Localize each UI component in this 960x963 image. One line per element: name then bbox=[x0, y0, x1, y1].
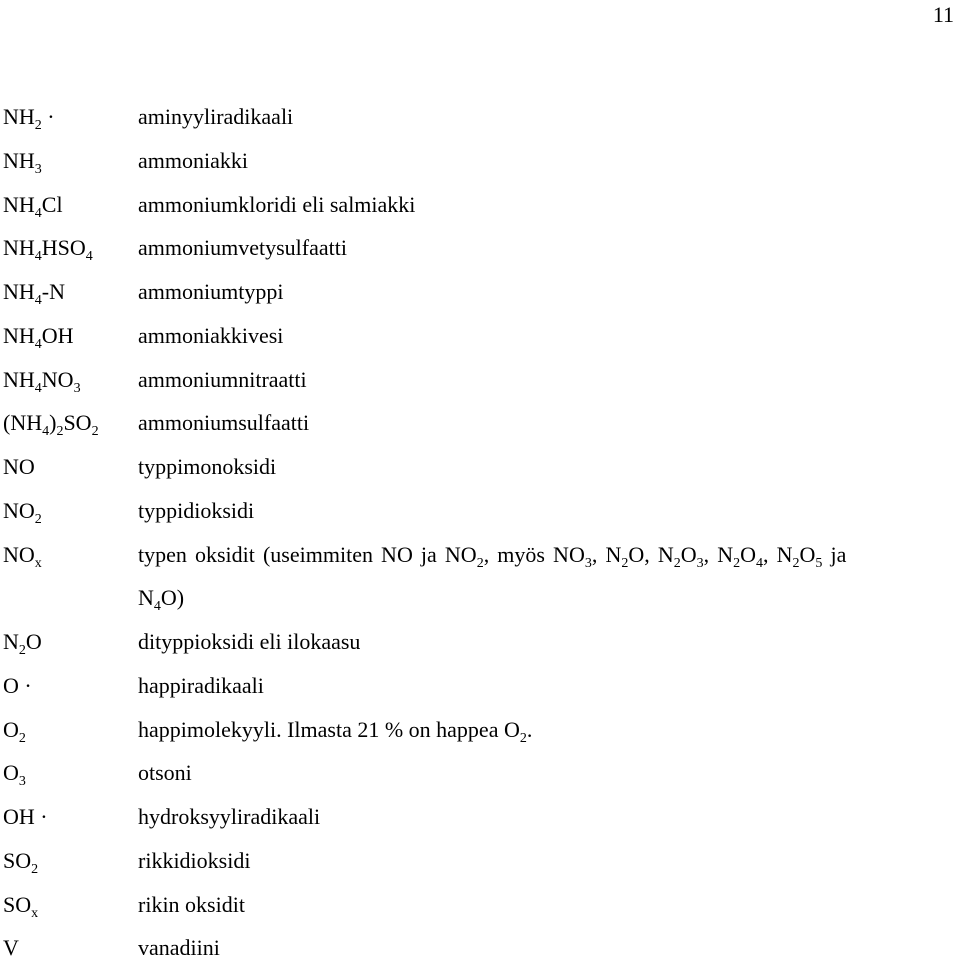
glossary-entry bbox=[0, 715, 960, 745]
formula-definition: typen oksidit (useimmiten NO ja $NO_2$, myös $NO_3$, $N_2O$, $N_2O_3$, $N_2O_4$, $N_2O_5$ ja bbox=[138, 542, 847, 571]
chemical-formula: $SO_x$ bbox=[3, 892, 39, 921]
chemical-formula: $NH_2$ · bbox=[3, 104, 55, 133]
formula-definition: aminyyliradikaali bbox=[138, 104, 294, 129]
subscript: 3 bbox=[696, 556, 704, 571]
subscript: 3 bbox=[73, 381, 81, 396]
formula-definition-continued: $N_4O$) bbox=[138, 585, 185, 614]
subscript: 4 bbox=[85, 249, 93, 264]
subscript: x bbox=[34, 556, 42, 571]
formula-definition: dityppioksidi eli ilokaasu bbox=[138, 629, 361, 654]
subscript: 4 bbox=[42, 424, 50, 439]
chemical-formula: $O_2$ bbox=[3, 717, 26, 746]
subscript: 2 bbox=[476, 556, 484, 571]
subscript: 2 bbox=[91, 424, 99, 439]
subscript: 2 bbox=[792, 556, 800, 571]
chemical-formula: $(NH_4)_2SO_2$ bbox=[3, 410, 99, 439]
subscript: 4 bbox=[34, 381, 42, 396]
chemical-formula: $NH_4Cl$ bbox=[3, 192, 63, 221]
glossary-entry bbox=[0, 190, 960, 220]
subscript: 3 bbox=[584, 556, 592, 571]
glossary-entry bbox=[0, 671, 960, 701]
subscript: 2 bbox=[34, 118, 42, 133]
chemical-formula: $NH_3$ bbox=[3, 148, 42, 177]
glossary-entry bbox=[0, 365, 960, 395]
subscript: 2 bbox=[31, 862, 39, 877]
subscript: 2 bbox=[621, 556, 629, 571]
formula-definition: vanadiini bbox=[138, 935, 220, 960]
formula-definition: ammoniumsulfaatti bbox=[138, 410, 310, 435]
formula-definition: ammoniakki bbox=[138, 148, 248, 173]
formula-definition: ammoniumkloridi eli salmiakki bbox=[138, 192, 416, 217]
subscript: 5 bbox=[815, 556, 823, 571]
formula-definition: ammoniakkivesi bbox=[138, 323, 284, 348]
chemical-formula: $NH_4OH$ bbox=[3, 323, 74, 352]
subscript: 2 bbox=[733, 556, 741, 571]
glossary-entry bbox=[0, 321, 960, 351]
chemical-formula: $NO_x$ bbox=[3, 542, 42, 571]
subscript: 4 bbox=[34, 206, 42, 221]
formula-definition: otsoni bbox=[138, 760, 192, 785]
chemical-formula: V bbox=[3, 935, 19, 960]
subscript: 4 bbox=[756, 556, 764, 571]
formula-definition: ammoniumvetysulfaatti bbox=[138, 235, 347, 260]
subscript: 4 bbox=[34, 249, 42, 264]
formula-definition: rikin oksidit bbox=[138, 892, 245, 917]
formula-definition: ammoniumtyppi bbox=[138, 279, 284, 304]
formula-definition: rikkidioksidi bbox=[138, 848, 251, 873]
chemical-formula: $NH_4NO_3$ bbox=[3, 367, 81, 396]
glossary-entry bbox=[0, 846, 960, 876]
glossary-entry bbox=[0, 933, 960, 963]
glossary-entry bbox=[0, 452, 960, 482]
formula-definition: typpimonoksidi bbox=[138, 454, 277, 479]
glossary-entry bbox=[0, 802, 960, 832]
glossary-entry bbox=[0, 233, 960, 263]
subscript: x bbox=[31, 906, 39, 921]
glossary-entry bbox=[0, 277, 960, 307]
chemical-formula: $NO_2$ bbox=[3, 498, 42, 527]
subscript: 2 bbox=[18, 731, 26, 746]
glossary-entry bbox=[0, 102, 960, 132]
subscript: 4 bbox=[34, 293, 42, 308]
subscript: 2 bbox=[673, 556, 681, 571]
glossary-entry bbox=[0, 540, 960, 614]
chemical-formula: O · bbox=[3, 673, 32, 698]
subscript: 3 bbox=[18, 774, 26, 789]
formula-definition: happiradikaali bbox=[138, 673, 264, 698]
subscript: 2 bbox=[56, 424, 64, 439]
glossary-entry bbox=[0, 496, 960, 526]
chemical-formula: $O_3$ bbox=[3, 760, 26, 789]
glossary-entry bbox=[0, 408, 960, 438]
subscript: 2 bbox=[18, 643, 26, 658]
subscript: 3 bbox=[34, 162, 42, 177]
glossary-entry bbox=[0, 890, 960, 920]
formula-definition: happimolekyyli. Ilmasta 21 % on happea $O_2$. bbox=[138, 717, 533, 746]
subscript: 2 bbox=[34, 512, 42, 527]
chemical-formula: $SO_2$ bbox=[3, 848, 39, 877]
subscript: 4 bbox=[34, 337, 42, 352]
chemical-formula: $NH_4HSO_4$ bbox=[3, 235, 93, 264]
glossary-entry bbox=[0, 758, 960, 788]
page-number: 11 bbox=[932, 2, 954, 27]
glossary-entry bbox=[0, 146, 960, 176]
chemical-formula: OH · bbox=[3, 804, 48, 829]
chemical-formula: NO bbox=[3, 454, 35, 479]
formula-definition: ammoniumnitraatti bbox=[138, 367, 307, 392]
formula-definition: typpidioksidi bbox=[138, 498, 255, 523]
formula-definition: hydroksyyliradikaali bbox=[138, 804, 321, 829]
subscript: 2 bbox=[519, 731, 527, 746]
subscript: 4 bbox=[153, 599, 161, 614]
chemical-formula: $N_2O$ bbox=[3, 629, 42, 658]
glossary-entry bbox=[0, 627, 960, 657]
chemical-formula: $NH_4-N$ bbox=[3, 279, 65, 308]
